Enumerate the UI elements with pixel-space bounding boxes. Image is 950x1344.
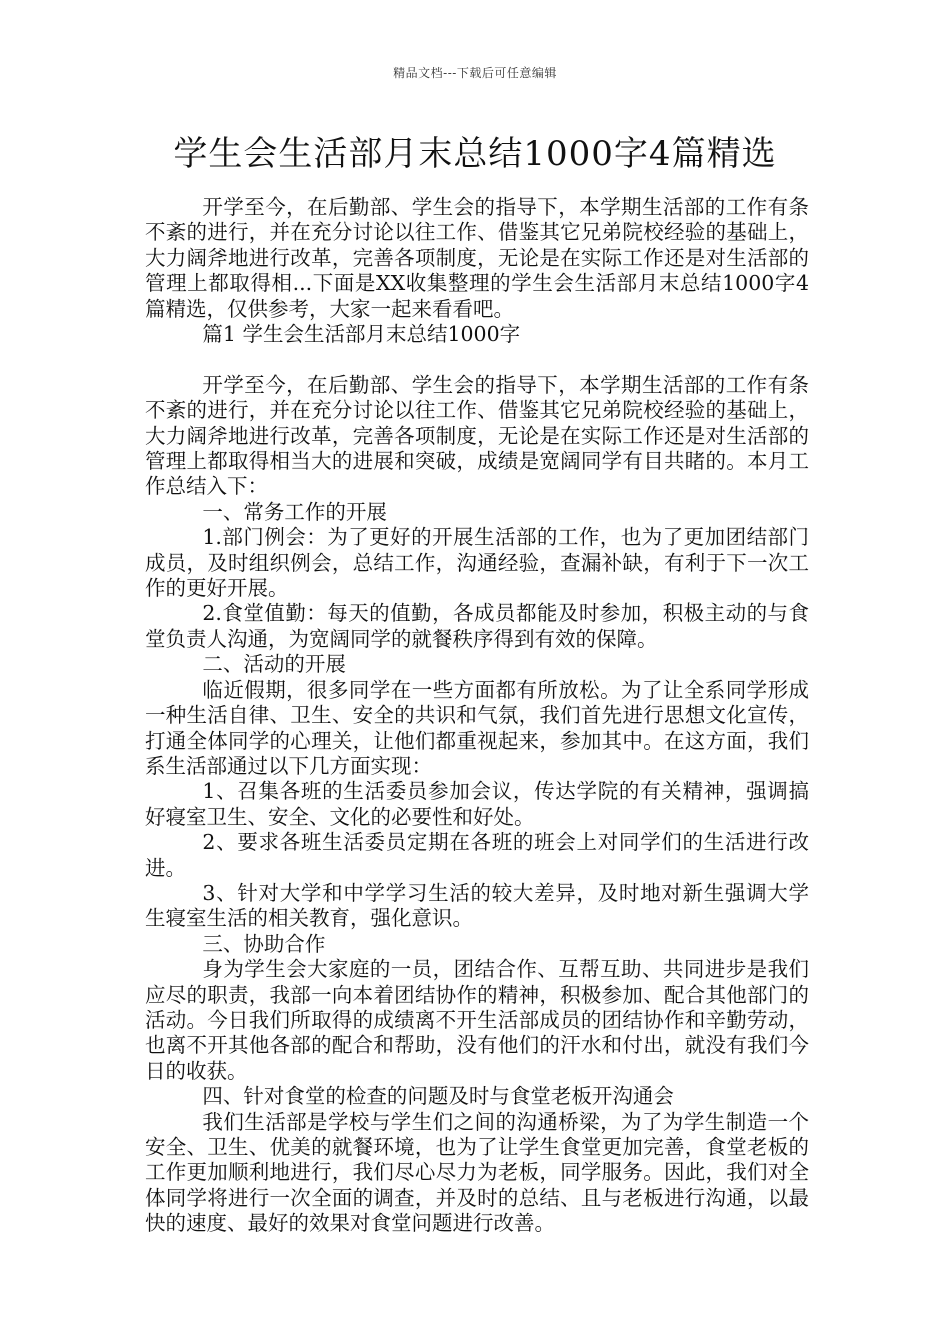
body-paragraph: 开学至今，在后勤部、学生会的指导下，本学期生活部的工作有条不紊的进行，并在充分讨论以往工作、借鉴其它兄弟院校经验的基础上，大力阔斧地进行改革，完善各项制度，无论是在实际工作还是对生活部的管理上都取得相当大的进展和突破，成绩是宽阔同学有目共睹的。本月工作总结入下： (145, 372, 809, 499)
section-heading: 三、协助合作 (202, 931, 326, 956)
document-body (145, 195, 809, 1237)
intro-paragraph: 开学至今，在后勤部、学生会的指导下，本学期生活部的工作有条不紊的进行，并在充分讨论以往工作、借鉴其它兄弟院校经验的基础上，大力阔斧地进行改革，完善各项制度，无论是在实际工作还是对生活部的管理上都取得相...下面是XX收集整理的学生会生活部月末总结1000字4篇精选，仅供参考，大家一起来看看吧。 (145, 195, 809, 321)
article-heading: 篇1 学生会生活部月末总结1000字 (202, 322, 521, 347)
section-heading: 二、活动的开展 (202, 652, 346, 677)
body-paragraph: 临近假期，很多同学在一些方面都有所放松。为了让全系同学形成一种生活自律、卫生、安全的共识和气氛，我们首先进行思想文化宣传，打通全体同学的心理关，让他们都重视起来，参加其中。在这方面，我们系生活部通过以下几方面实现： (145, 677, 809, 778)
list-item: 2、要求各班生活委员定期在各班的班会上对同学们的生活进行改进。 (145, 830, 809, 880)
section-heading: 一、常务工作的开展 (202, 499, 387, 524)
header-note: 精品文档---下载后可任意编辑 (393, 66, 557, 80)
list-item: 2.食堂值勤：每天的值勤，各成员都能及时参加，积极主动的与食堂负责人沟通，为宽阔同学的就餐秩序得到有效的保障。 (145, 601, 809, 651)
list-item: 1、召集各班的生活委员参加会议，传达学院的有关精神，强调搞好寝室卫生、安全、文化的必要性和好处。 (145, 779, 809, 829)
list-item: 3、针对大学和中学学习生活的较大差异，及时地对新生强调大学生寝室生活的相关教育，强化意识。 (145, 880, 809, 931)
list-item: 1.部门例会：为了更好的开展生活部的工作，也为了更加团结部门成员，及时组织例会，总结工作，沟通经验，查漏补缺，有利于下一次工作的更好开展。 (145, 525, 809, 601)
document-title: 学生会生活部月末总结1000字4篇精选 (173, 134, 777, 174)
body-paragraph: 身为学生会大家庭的一员，团结合作、互帮互助、共同进步是我们应尽的职责，我部一向本着团结协作的精神，积极参加、配合其他部门的活动。今日我们所取得的成绩离不开生活部成员的团结协作和辛勤劳动，也离不开其他各部的配合和帮助，没有他们的汗水和付出，就没有我们今日的收获。 (145, 957, 809, 1083)
blank-line (145, 347, 809, 372)
section-heading: 四、针对食堂的检查的问题及时与食堂老板开沟通会 (202, 1084, 674, 1109)
body-paragraph: 我们生活部是学校与学生们之间的沟通桥梁，为了为学生制造一个安全、卫生、优美的就餐环境，也为了让学生食堂更加完善，食堂老板的工作更加顺利地进行，我们尽心尽力为老板，同学服务。因此，我们对全体同学将进行一次全面的调查，并及时的总结、且与老板进行沟通，以最快的速度、最好的效果对食堂问题进行改善。 (145, 1109, 809, 1236)
